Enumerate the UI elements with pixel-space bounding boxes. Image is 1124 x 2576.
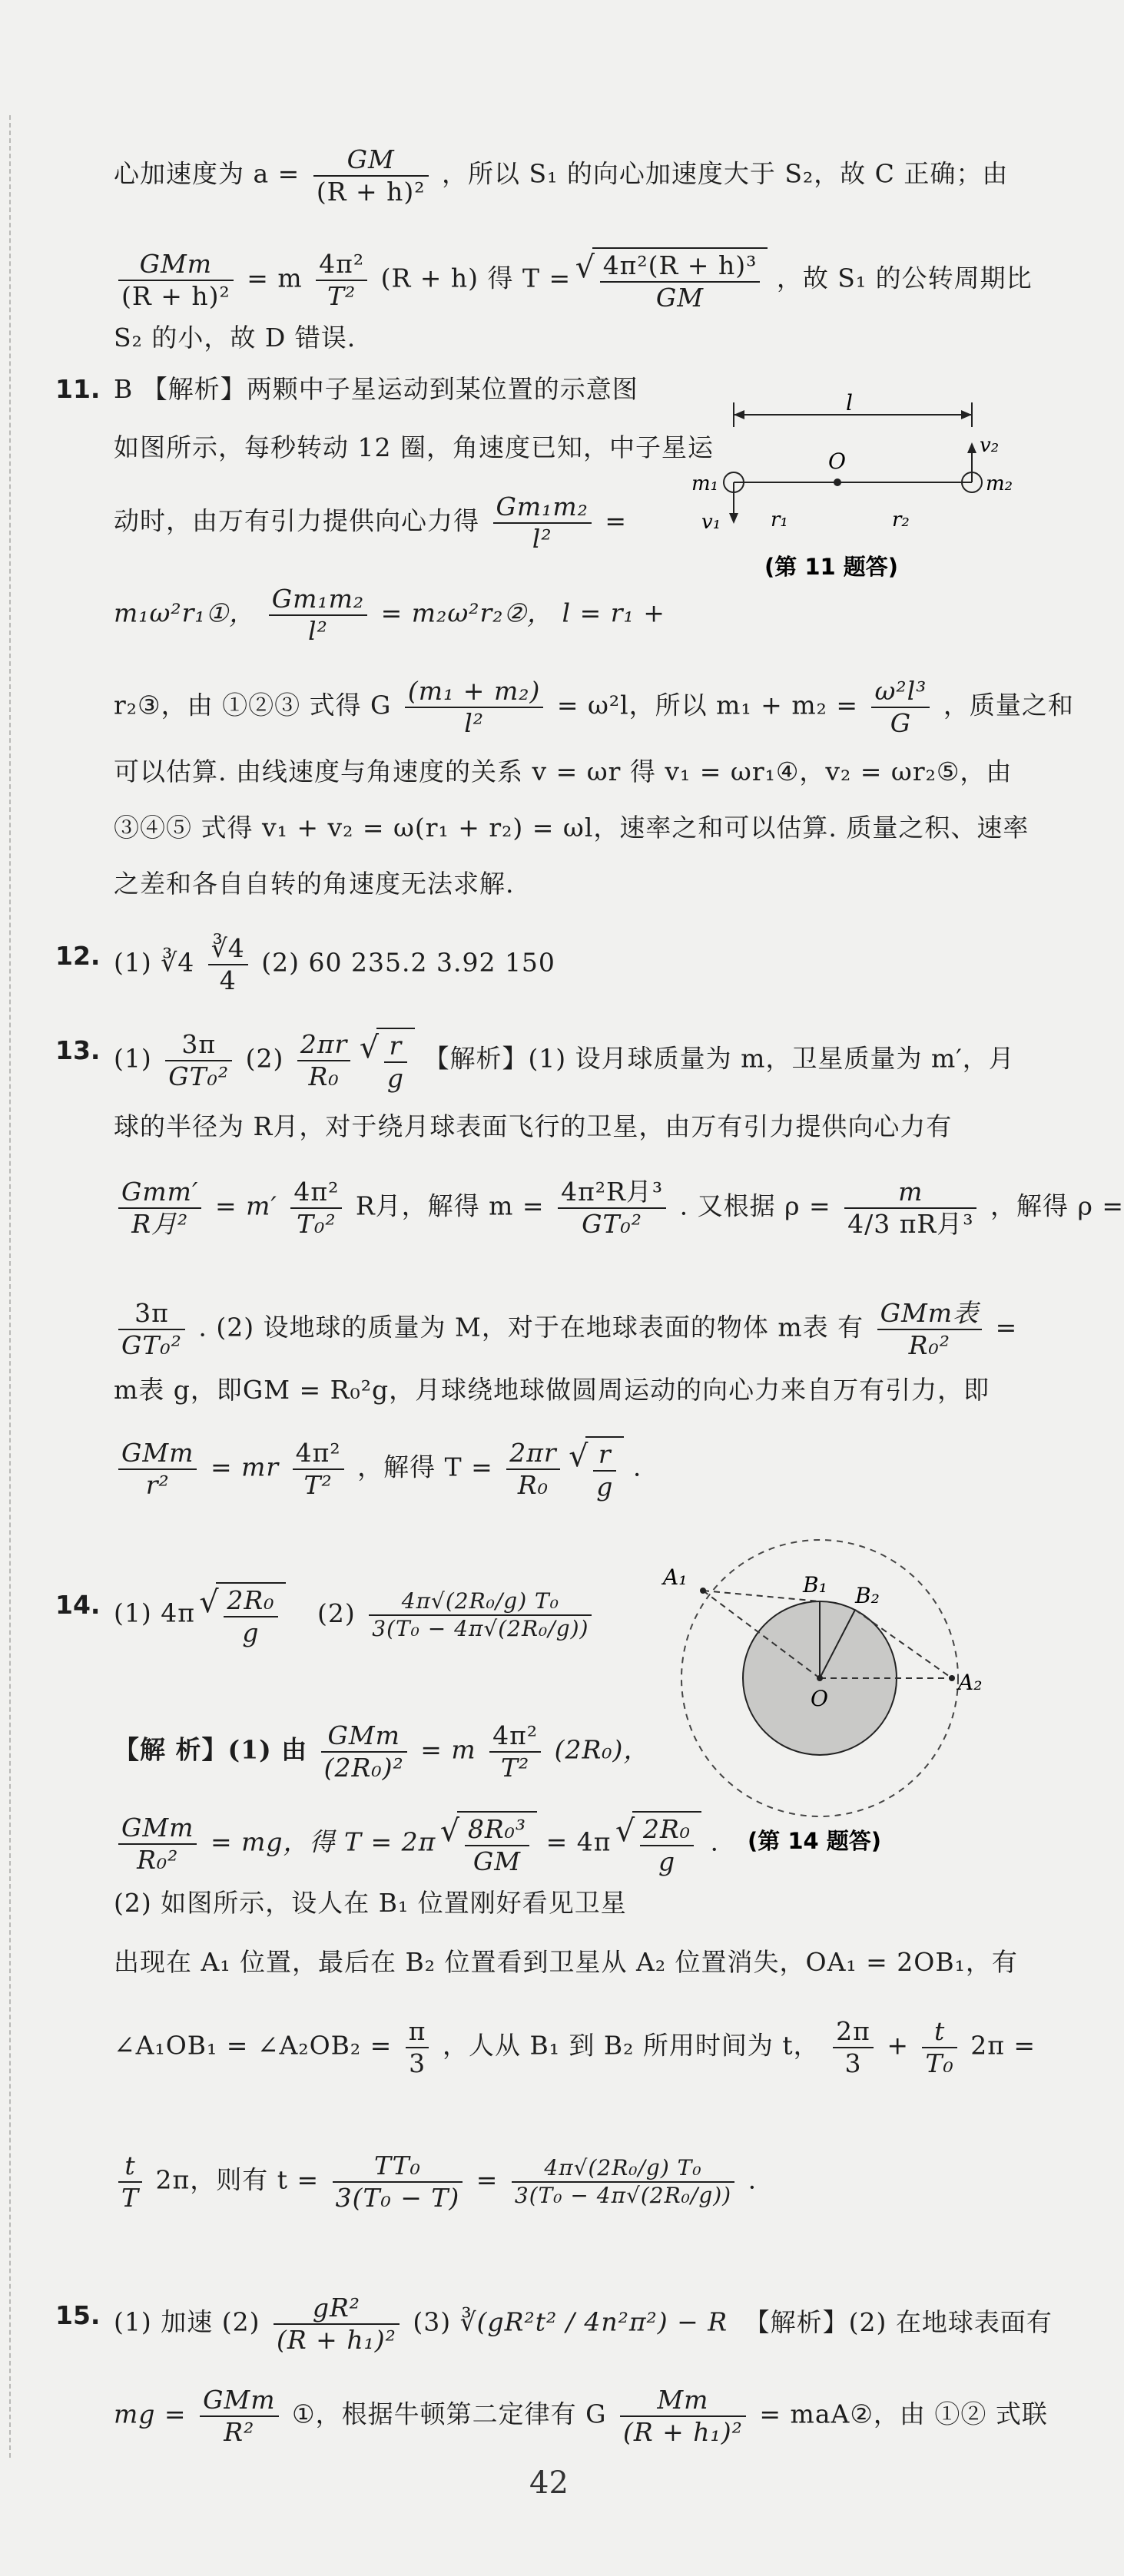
text: = — [476, 2164, 499, 2195]
text: = ω²l，所以 m₁ + m₂ = — [556, 690, 858, 720]
text: mg = — [114, 2399, 187, 2429]
denominator: R₀ — [517, 1469, 549, 1500]
fraction — [384, 1031, 407, 1093]
text: = 4π — [545, 1826, 612, 1857]
denominator: g — [242, 1617, 260, 1647]
velocity-v1-head — [729, 513, 738, 524]
label-v2: v₂ — [980, 434, 1000, 457]
denominator: l² — [464, 707, 485, 738]
numerator: TT₀ — [333, 2151, 463, 2183]
numerator: Mm — [620, 2385, 746, 2417]
denominator: 4/3 πR月³ — [847, 1208, 974, 1239]
label-B2: B₂ — [855, 1583, 880, 1608]
denominator: GT₀² — [121, 1329, 182, 1360]
fraction — [333, 2151, 463, 2213]
denominator: l² — [308, 615, 328, 646]
q11-line-4 — [114, 584, 675, 646]
fraction — [274, 2293, 400, 2355]
denominator: R₀² — [908, 1329, 950, 1360]
text: S₂ 的小，故 D 错误. — [114, 323, 356, 353]
denominator: 3 — [409, 2048, 426, 2078]
label-A2: A₂ — [958, 1670, 983, 1695]
q14-line-5 — [114, 1939, 1018, 1985]
denominator: T² — [327, 280, 356, 311]
numerator: m — [844, 1177, 976, 1209]
square-root — [216, 1582, 285, 1647]
q14-line-4 — [114, 1880, 652, 1926]
text: = — [995, 1312, 1018, 1343]
denominator: GM — [472, 1846, 522, 1876]
fraction — [118, 249, 234, 311]
label-r1: r₁ — [771, 508, 788, 531]
velocity-v2-head — [967, 442, 976, 453]
fraction — [118, 1298, 185, 1360]
denominator: (2R₀)² — [323, 1752, 404, 1783]
q11-line-1 — [114, 366, 675, 412]
text: ，人从 B₁ 到 B₂ 所用时间为 t， — [442, 2030, 820, 2061]
denominator: T² — [501, 1752, 530, 1783]
center-O — [834, 478, 841, 486]
fraction — [369, 1588, 592, 1641]
numerator: 2πr — [297, 1029, 350, 1061]
q13-line-3 — [114, 1177, 1124, 1239]
figure-11-caption: (第 11 题答) — [764, 554, 899, 580]
question-number-12: 12. — [55, 941, 101, 971]
text: . — [710, 1826, 720, 1857]
text: 心加速度为 a = — [114, 158, 300, 189]
binding-dashed-line — [9, 115, 11, 2458]
label-B1: B₁ — [803, 1572, 827, 1598]
numerator: 3π — [118, 1298, 185, 1330]
text: (1) ∛4 — [114, 947, 195, 978]
text: = mr — [210, 1452, 280, 1482]
denominator: T₀² — [297, 1208, 337, 1239]
square-root — [592, 247, 768, 313]
denominator: R² — [224, 2416, 255, 2447]
denominator: 3 — [844, 2048, 862, 2078]
text: 可以估算. 由线速度与角速度的关系 v = ωr 得 v₁ = ωr₁④，v₂ = ωr₂⑤，由 — [114, 757, 1013, 786]
text: + — [887, 2030, 909, 2061]
fraction — [165, 1029, 232, 1091]
denominator: GM — [655, 282, 705, 313]
fraction — [489, 1720, 541, 1783]
numerator: Gm₁m₂ — [269, 584, 367, 616]
text: = m′ — [214, 1190, 277, 1221]
numerator: √ 2R₀ — [224, 1585, 277, 1617]
intro-line-2 — [114, 247, 1033, 313]
text: = m₂ω²r₂②， l = r₁ + — [380, 598, 665, 628]
fraction — [405, 676, 543, 738]
numerator: √ 8R₀³ — [465, 1814, 529, 1846]
fraction — [118, 2151, 142, 2213]
square-root — [457, 1811, 537, 1876]
fraction — [871, 676, 930, 738]
numerator: GMm — [118, 249, 234, 281]
q14-line-3 — [114, 1811, 720, 1876]
numerator: 4π√(2R₀/g) T₀ — [512, 2155, 734, 2183]
text: = maA②，由 ①② 式联 — [759, 2399, 1048, 2429]
label-m1: m₁ — [691, 472, 719, 495]
q13-line-4 — [114, 1298, 1018, 1360]
numerator: 3π — [165, 1029, 232, 1061]
text: (2) 如图所示，设人在 B₁ 位置刚好看见卫星 — [114, 1888, 627, 1918]
label-O: O — [828, 449, 846, 474]
question-number-15: 15. — [55, 2300, 101, 2330]
text: = m — [420, 1734, 476, 1765]
fraction — [316, 249, 367, 311]
text: . 又根据 ρ = — [679, 1190, 831, 1221]
fraction — [208, 933, 248, 995]
text: ，所以 S₁ 的向心加速度大于 S₂，故 C 正确；由 — [442, 158, 1009, 189]
q11-line-8 — [114, 861, 1005, 907]
denominator: R₀² — [137, 1844, 179, 1875]
denominator: GT₀² — [582, 1208, 643, 1239]
fraction — [118, 1813, 197, 1875]
q11-line-5 — [114, 676, 1074, 738]
intro-line-3 — [114, 315, 1005, 361]
point-A2 — [949, 1675, 955, 1681]
fraction — [118, 1177, 201, 1239]
square-root — [585, 1436, 624, 1502]
text: 【解析】(1) 设月球质量为 m，卫星质量为 m′，月 — [423, 1043, 1015, 1074]
numerator: Gm₁m₂ — [493, 492, 592, 524]
numerator: (m₁ + m₂) — [405, 676, 543, 708]
denominator: 3(T₀ − 4π√(2R₀/g)) — [372, 1615, 589, 1641]
text: (1) — [114, 1043, 152, 1074]
text: m₁ω²r₁①， — [114, 598, 256, 628]
numerator: 4π²R月³ — [558, 1177, 666, 1209]
text: (2) — [245, 1043, 284, 1074]
q11-line-3 — [114, 492, 675, 554]
fraction — [512, 2155, 734, 2208]
numerator: 2π — [833, 2016, 874, 2048]
text: B 【解析】两颗中子星运动到某位置的示意图 — [114, 374, 638, 404]
figure-14-satellite-orbit — [657, 1532, 1018, 1874]
q12-line — [114, 933, 1005, 995]
q15-line-1 — [114, 2293, 1053, 2355]
fraction — [297, 1029, 350, 1091]
q13-line-2 — [114, 1104, 1005, 1150]
fraction — [406, 2016, 429, 2078]
question-number-13: 13. — [55, 1035, 101, 1065]
figure-11-binary-stars — [688, 392, 1026, 599]
denominator: g — [386, 1062, 404, 1093]
numerator: ω²l³ — [871, 676, 930, 708]
numerator: gR² — [274, 2293, 400, 2325]
numerator: t — [118, 2151, 142, 2183]
denominator: R₀ — [308, 1061, 340, 1091]
text: (2) 60 235.2 3.92 150 — [261, 947, 555, 978]
denominator: R月² — [131, 1208, 189, 1239]
numerator: 4π² — [316, 249, 367, 281]
text: r₂③，由 ①②③ 式得 G — [114, 690, 392, 720]
numerator: √ 4π²(R + h)³ — [600, 250, 761, 283]
fraction — [293, 1438, 344, 1500]
text: 2π，则有 t = — [155, 2164, 320, 2195]
text: ，质量之和 — [943, 690, 1074, 720]
fraction — [118, 1438, 197, 1500]
text: 【解 析】(1) 由 — [114, 1734, 308, 1765]
text: = m — [247, 263, 303, 293]
text: (2R₀)， — [554, 1734, 650, 1765]
arrow-right-head — [961, 410, 972, 419]
q13-line-6 — [114, 1436, 1005, 1502]
fraction — [620, 2385, 746, 2447]
label-v1: v₁ — [701, 511, 721, 534]
numerator: 4π√(2R₀/g) T₀ — [369, 1588, 592, 1616]
text: 出现在 A₁ 位置，最后在 B₂ 位置看到卫星从 A₂ 位置消失，OA₁ = 2OB₁，有 — [114, 1947, 1018, 1977]
fraction — [290, 1177, 342, 1239]
text: 2π = — [970, 2030, 1036, 2061]
q14-line-2 — [114, 1720, 652, 1783]
text: . — [748, 2164, 758, 2195]
numerator: 4π² — [293, 1438, 344, 1470]
numerator: GMm表 — [877, 1298, 982, 1330]
q14-line-1 — [114, 1582, 652, 1647]
q11-line-7 — [114, 805, 1030, 851]
text: = mg，得 T = 2π — [210, 1826, 436, 1857]
label-r2: r₂ — [892, 508, 910, 531]
numerator: 4π² — [489, 1720, 541, 1753]
text: ③④⑤ 式得 v₁ + v₂ = ω(r₁ + r₂) = ωl，速率之和可以估算. 质量之积、速率 — [114, 813, 1030, 843]
text: (1) 加速 (2) — [114, 2306, 260, 2337]
label-O: O — [811, 1686, 828, 1711]
label-l: l — [846, 390, 853, 416]
denominator: T² — [303, 1469, 333, 1500]
numerator: √ 2R₀ — [640, 1814, 694, 1846]
text: R月，解得 m = — [355, 1190, 545, 1221]
denominator: g — [596, 1471, 614, 1502]
figure-14-caption: (第 14 题答) — [748, 1828, 882, 1854]
fraction — [558, 1177, 666, 1239]
fraction — [833, 2016, 874, 2078]
text: ∠A₁OB₁ = ∠A₂OB₂ = — [114, 2030, 393, 2061]
text: (3) — [413, 2306, 452, 2337]
numerator: GMm — [118, 1438, 197, 1470]
denominator: 4 — [219, 965, 237, 995]
numerator: ∛4 — [208, 933, 248, 965]
text: = — [605, 505, 628, 536]
fraction — [321, 1720, 407, 1783]
fraction — [200, 2385, 278, 2447]
text: m表 g，即GM = R₀²g，月球绕地球做圆周运动的向心力来自万有引力，即 — [114, 1375, 990, 1405]
text: . — [632, 1452, 642, 1482]
fraction — [506, 1438, 559, 1500]
intro-line-1 — [114, 144, 1009, 207]
q11-line-2 — [114, 425, 714, 471]
denominator: T — [121, 2182, 140, 2213]
text: ，解得 T = — [357, 1452, 493, 1482]
fraction — [877, 1298, 982, 1360]
fraction — [224, 1585, 277, 1647]
denominator: (R + h)² — [121, 280, 230, 311]
numerator: Gmm′ — [118, 1177, 201, 1209]
denominator: T₀ — [925, 2048, 954, 2078]
numerator: √ r — [384, 1031, 407, 1063]
fraction — [844, 1177, 976, 1239]
fraction — [593, 1439, 616, 1502]
text: 之差和各自自转的角速度无法求解. — [114, 869, 515, 899]
denominator: 3(T₀ − T) — [335, 2182, 460, 2213]
q14-line-7 — [114, 2151, 1005, 2213]
question-number-11: 11. — [55, 374, 101, 404]
numerator: t — [922, 2016, 957, 2048]
fraction — [493, 492, 592, 554]
arrow-left-head — [734, 410, 744, 419]
text: ①，根据牛顿第二定律有 G — [292, 2399, 607, 2429]
text: . (2) 设地球的质量为 M，对于在地球表面的物体 m表 有 — [198, 1312, 864, 1343]
label-A1: A₁ — [663, 1564, 688, 1590]
text: ∛(gR²t² / 4n²π²) — [459, 2306, 668, 2337]
denominator: GT₀² — [168, 1061, 230, 1091]
denominator: g — [658, 1846, 676, 1876]
numerator: 2πr — [506, 1438, 559, 1470]
label-m2: m₂ — [986, 472, 1013, 495]
denominator: 3(T₀ − 4π√(2R₀/g)) — [514, 2182, 732, 2208]
numerator: π — [406, 2016, 429, 2048]
q14-line-6 — [114, 2016, 1036, 2078]
q13-line-5 — [114, 1367, 1005, 1413]
q15-line-2 — [114, 2385, 1048, 2447]
point-O — [817, 1675, 823, 1681]
text: 如图所示，每秒转动 12 圈，角速度已知，中子星运 — [114, 432, 714, 462]
fraction — [269, 584, 367, 646]
text: ，解得 ρ = — [990, 1190, 1124, 1221]
fraction — [465, 1814, 529, 1876]
text: (R + h) 得 T = — [380, 263, 572, 293]
text: ，故 S₁ 的公转周期比 — [776, 263, 1033, 293]
numerator: √ r — [593, 1439, 616, 1472]
question-number-14: 14. — [55, 1590, 101, 1620]
numerator: GMm — [118, 1813, 197, 1845]
fraction — [600, 250, 761, 313]
denominator: (R + h₁)² — [622, 2416, 743, 2447]
text: − R — [677, 2306, 728, 2337]
numerator: GM — [313, 144, 429, 177]
text: 动时，由万有引力提供向心力得 — [114, 505, 479, 536]
text: (2) — [317, 1598, 356, 1628]
denominator: G — [890, 707, 912, 738]
denominator: (R + h)² — [316, 176, 426, 207]
fraction — [313, 144, 429, 207]
text: 球的半径为 R月，对于绕月球表面飞行的卫星，由万有引力提供向心力有 — [114, 1111, 953, 1141]
page-number: 42 — [529, 2465, 569, 2501]
denominator: (R + h₁)² — [276, 2324, 396, 2355]
denominator: r² — [145, 1469, 170, 1500]
square-root — [376, 1028, 415, 1093]
text: (1) 4π — [114, 1598, 195, 1628]
text: 【解析】(2) 在地球表面有 — [744, 2306, 1053, 2337]
fraction — [922, 2016, 957, 2078]
numerator: 4π² — [290, 1177, 342, 1209]
q13-line-1 — [114, 1028, 1015, 1093]
denominator: l² — [532, 523, 552, 554]
numerator: GMm — [200, 2385, 278, 2417]
numerator: GMm — [321, 1720, 407, 1753]
q11-line-6 — [114, 749, 1013, 795]
point-A1 — [700, 1588, 706, 1594]
